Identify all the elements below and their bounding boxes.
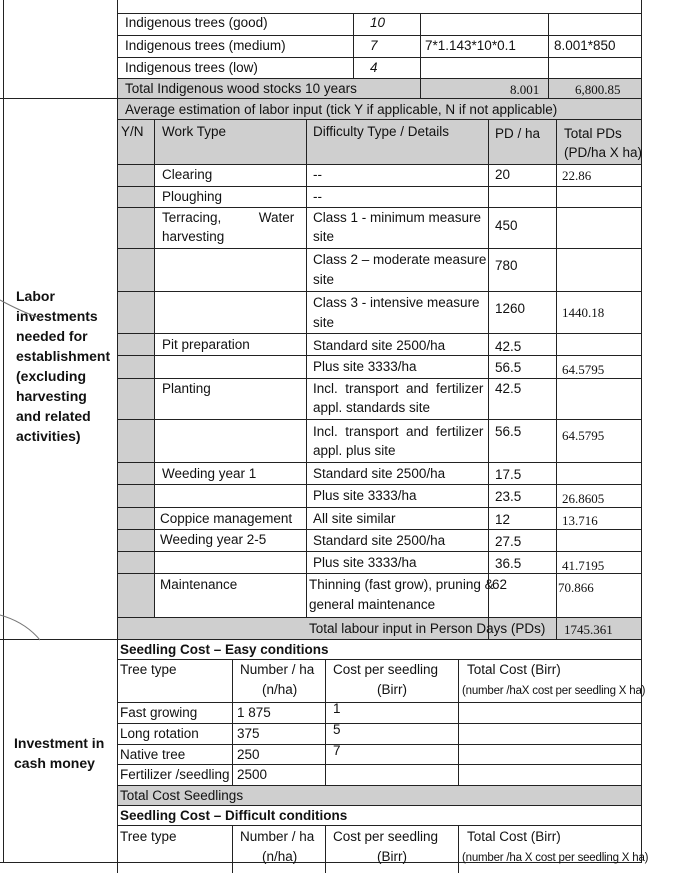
wood-row-label: Indigenous trees (medium) (125, 38, 286, 53)
labor-work-type: Terracing, Water (162, 210, 295, 225)
labor-detail-cont: appl. plus site (313, 443, 396, 458)
easy-header-cost-sub: (Birr) (377, 682, 407, 697)
labor-work-type: Clearing (162, 167, 213, 182)
easy-tree-type: Fertilizer /seedling (120, 767, 230, 782)
easy-number: 375 (237, 726, 260, 741)
wood-row-label: Indigenous trees (low) (125, 60, 258, 75)
easy-cost: 5 (333, 722, 341, 737)
easy-header-tree: Tree type (120, 662, 177, 677)
labor-total: 1440.18 (562, 305, 605, 320)
easy-tree-type: Native tree (120, 747, 186, 762)
labor-detail-cont: site (313, 229, 335, 244)
labor-detail: All site similar (313, 511, 396, 526)
easy-header-number-sub: (n/ha) (262, 682, 298, 697)
labor-detail: Class 1 - minimum measure (313, 210, 482, 225)
labor-pd: 12 (495, 512, 511, 527)
difficult-header-tree: Tree type (120, 829, 177, 844)
header-pd-ha: PD / ha (495, 126, 541, 141)
easy-header-total-sub: (number /haX cost per seedling X ha) (462, 685, 646, 697)
difficult-header-cost: Cost per seedling (333, 829, 439, 844)
labor-total: 64.5795 (562, 362, 605, 377)
labor-pd: 56.5 (495, 360, 522, 375)
easy-number: 2500 (237, 767, 268, 782)
easy-cost: 7 (333, 743, 341, 758)
labor-detail: Incl. transport and fertilizer (313, 424, 484, 439)
labor-total: 41.7195 (562, 558, 605, 573)
labor-work-type: Coppice management (160, 511, 293, 526)
labor-detail: Standard site 2500/ha (313, 533, 446, 548)
investment-section-label: Investment in cash money (14, 735, 105, 771)
labor-pd: 1260 (495, 301, 526, 316)
labor-pd: 42.5 (495, 381, 522, 396)
labor-detail-cont: site (313, 315, 335, 330)
labor-pd: 780 (495, 258, 518, 273)
labor-detail: Standard site 2500/ha (313, 466, 446, 481)
labor-total: 64.5795 (562, 428, 605, 443)
difficult-header-number-sub: (n/ha) (262, 849, 298, 864)
labor-detail: -- (313, 189, 322, 204)
labor-detail: Incl. transport and fertilizer (313, 381, 484, 396)
difficult-header-number: Number / ha (240, 829, 315, 844)
labor-pd: 27.5 (495, 534, 522, 549)
labor-total-value: 1745.361 (564, 622, 613, 637)
header-work-type: Work Type (162, 124, 227, 139)
wood-row-value: 10 (370, 15, 386, 30)
header-difficulty: Difficulty Type / Details (313, 124, 450, 139)
labor-work-type: Ploughing (162, 189, 223, 204)
difficult-header-total: Total Cost (Birr) (467, 829, 561, 844)
labor-work-type: Weeding year 2-5 (160, 532, 267, 547)
labor-detail: Class 3 - intensive measure (313, 295, 480, 310)
easy-header-cost: Cost per seedling (333, 662, 439, 677)
page-edge-artifact (0, 0, 40, 873)
labor-work-type: Weeding year 1 (162, 466, 257, 481)
labor-detail: Plus site 3333/ha (313, 359, 417, 374)
header-total-pds: Total PDs (564, 126, 622, 141)
labor-section-label: Labor investments needed for establishment (excluding harvesting and related activities) (16, 288, 111, 444)
labor-detail: -- (313, 167, 322, 182)
easy-number: 1 875 (237, 705, 271, 720)
labor-pd: 20 (495, 167, 511, 182)
wood-total-result: 6,800.85 (575, 82, 621, 97)
difficult-header-total-sub: (number /ha X cost per seedling X ha) (462, 852, 649, 864)
labor-work-type: Pit preparation (162, 337, 250, 352)
header-total-pds-sub: (PD/ha X ha) (564, 145, 643, 160)
labor-total: 22.86 (562, 168, 592, 183)
labor-pd: 36.5 (495, 556, 522, 571)
wood-total-label: Total Indigenous wood stocks 10 years (125, 81, 357, 96)
labor-detail: Thinning (fast grow), pruning & (309, 577, 494, 592)
labor-work-type: Maintenance (160, 577, 238, 592)
labor-total: 70.866 (558, 580, 594, 595)
labor-pd: 56.5 (495, 424, 522, 439)
wood-row-calc: 7*1.143*10*0.1 (425, 38, 516, 53)
wood-row-value: 7 (370, 38, 378, 53)
easy-tree-type: Long rotation (120, 726, 199, 741)
labor-detail: Standard site 2500/ha (313, 338, 446, 353)
labor-detail: Plus site 3333/ha (313, 555, 417, 570)
labor-intro: Average estimation of labor input (tick Y if applicable, N if not applicable) (125, 102, 558, 117)
labor-total: 26.8605 (562, 491, 605, 506)
easy-total-label: Total Cost Seedlings (120, 788, 244, 803)
labor-work-type-cont: harvesting (162, 229, 225, 244)
labor-detail-cont: general maintenance (309, 597, 436, 612)
labor-detail: Class 2 – moderate measure (313, 252, 487, 267)
easy-header-total: Total Cost (Birr) (467, 662, 561, 677)
labor-yn-shade (117, 164, 154, 617)
labor-detail: Plus site 3333/ha (313, 488, 417, 503)
labor-pd: 62 (492, 577, 508, 592)
wood-total-value: 8.001 (510, 82, 540, 97)
easy-number: 250 (237, 747, 260, 762)
easy-cost: 1 (333, 701, 341, 716)
wood-row-value: 4 (370, 60, 378, 75)
difficult-header-cost-sub: (Birr) (377, 849, 407, 864)
labor-pd: 17.5 (495, 467, 522, 482)
difficult-seedling-title: Seedling Cost – Difficult conditions (120, 808, 348, 823)
labor-pd: 23.5 (495, 489, 522, 504)
wood-row-result: 8.001*850 (554, 38, 616, 53)
labor-work-type: Planting (162, 381, 211, 396)
wood-row-label: Indigenous trees (good) (125, 15, 268, 30)
labor-pd: 42.5 (495, 339, 522, 354)
easy-seedling-title: Seedling Cost – Easy conditions (120, 642, 329, 657)
easy-tree-type: Fast growing (120, 705, 198, 720)
labor-total: 13.716 (562, 513, 598, 528)
header-yn: Y/N (121, 124, 144, 139)
labor-detail-cont: site (313, 272, 335, 287)
easy-header-number: Number / ha (240, 662, 315, 677)
labor-detail-cont: appl. standards site (313, 400, 431, 415)
labor-pd: 450 (495, 218, 518, 233)
labor-total-label: Total labour input in Person Days (PDs) (309, 621, 546, 636)
